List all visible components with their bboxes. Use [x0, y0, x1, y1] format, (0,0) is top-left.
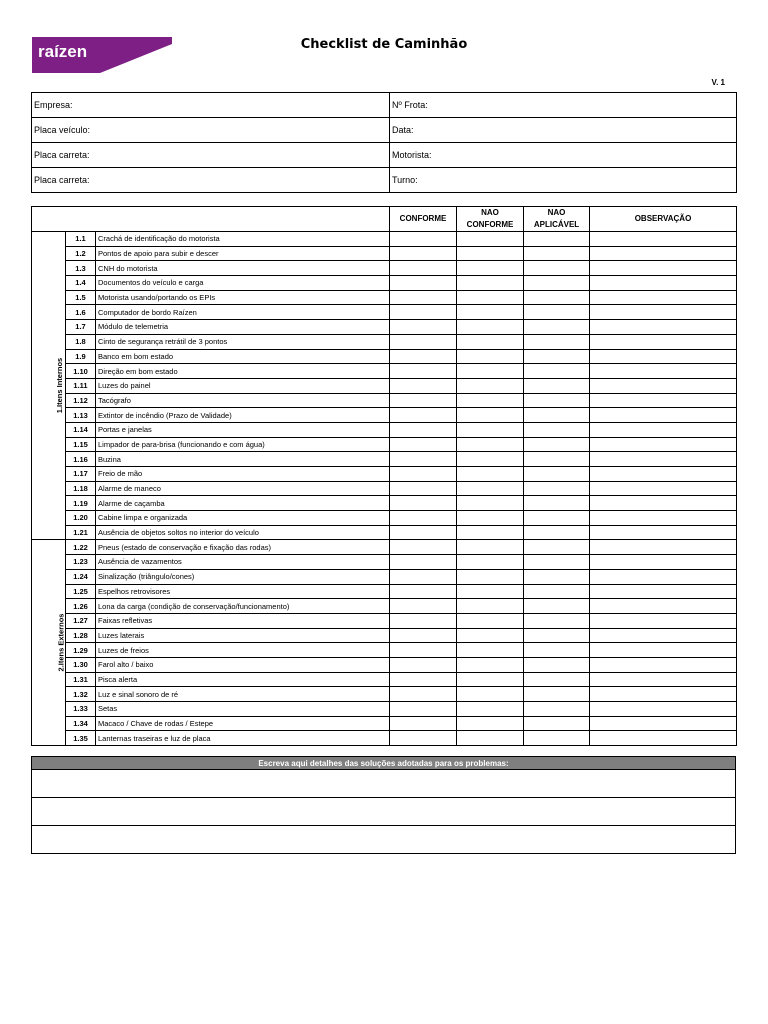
nao-conforme-cell[interactable] — [457, 599, 524, 614]
checklist-row — [32, 437, 737, 452]
conforme-cell[interactable] — [390, 731, 457, 746]
nao-aplicavel-cell[interactable] — [524, 525, 590, 540]
nao-conforme-cell[interactable] — [457, 687, 524, 702]
checklist-row — [32, 702, 737, 717]
conforme-cell[interactable] — [390, 393, 457, 408]
checklist-row — [32, 467, 737, 482]
item-description: Luzes de freios — [96, 643, 390, 658]
conforme-cell[interactable] — [390, 408, 457, 423]
observacao-cell[interactable] — [590, 599, 737, 614]
checklist-row — [32, 246, 737, 261]
conforme-cell[interactable] — [390, 511, 457, 526]
checklist-row — [32, 452, 737, 467]
nao-conforme-cell[interactable] — [457, 481, 524, 496]
checklist-row — [32, 349, 737, 364]
observacao-cell[interactable] — [590, 422, 737, 437]
observacao-cell[interactable] — [590, 569, 737, 584]
observacao-cell[interactable] — [590, 305, 737, 320]
checklist-row — [32, 716, 737, 731]
conforme-cell[interactable] — [390, 672, 457, 687]
conforme-cell[interactable] — [390, 613, 457, 628]
conforme-cell[interactable] — [390, 540, 457, 555]
item-description: Cabine limpa e organizada — [96, 511, 390, 526]
item-number: 1.26 — [66, 599, 96, 614]
conforme-cell[interactable] — [390, 702, 457, 717]
observacao-cell[interactable] — [590, 364, 737, 379]
nao-conforme-cell[interactable] — [457, 716, 524, 731]
observacao-cell[interactable] — [590, 408, 737, 423]
notes-heading: Escreva aqui detalhes das soluções adotadas para os problemas: — [31, 756, 736, 770]
nao-conforme-cell[interactable] — [457, 628, 524, 643]
item-number: 1.10 — [66, 364, 96, 379]
nao-aplicavel-cell[interactable] — [524, 393, 590, 408]
info-field[interactable]: Empresa: — [32, 93, 390, 118]
item-description: Cinto de segurança retrátil de 3 pontos — [96, 334, 390, 349]
nao-aplicavel-cell[interactable] — [524, 437, 590, 452]
checklist-row — [32, 422, 737, 437]
checklist-header-row — [32, 207, 737, 232]
nao-conforme-cell[interactable] — [457, 467, 524, 482]
item-description: Setas — [96, 702, 390, 717]
item-description: Pisca alerta — [96, 672, 390, 687]
checklist-row — [32, 687, 737, 702]
notes-line[interactable] — [31, 770, 736, 798]
item-number: 1.12 — [66, 393, 96, 408]
item-description: Ausência de vazamentos — [96, 555, 390, 570]
conforme-cell[interactable] — [390, 261, 457, 276]
item-number: 1.16 — [66, 452, 96, 467]
checklist-row — [32, 672, 737, 687]
item-description: Alarme de caçamba — [96, 496, 390, 511]
item-number: 1.34 — [66, 716, 96, 731]
info-field[interactable]: Data: — [390, 118, 737, 143]
nao-aplicavel-cell[interactable] — [524, 599, 590, 614]
conforme-cell[interactable] — [390, 525, 457, 540]
checklist-row — [32, 569, 737, 584]
checklist-row — [32, 481, 737, 496]
checklist-row — [32, 290, 737, 305]
nao-aplicavel-cell[interactable] — [524, 687, 590, 702]
item-number: 1.19 — [66, 496, 96, 511]
observacao-cell[interactable] — [590, 232, 737, 247]
checklist-row — [32, 657, 737, 672]
nao-conforme-cell[interactable] — [457, 702, 524, 717]
observacao-cell[interactable] — [590, 687, 737, 702]
observacao-cell[interactable] — [590, 613, 737, 628]
item-description: Macaco / Chave de rodas / Estepe — [96, 716, 390, 731]
vehicle-info-table — [31, 92, 737, 193]
nao-conforme-cell[interactable] — [457, 246, 524, 261]
nao-conforme-cell[interactable] — [457, 393, 524, 408]
nao-conforme-cell[interactable] — [457, 334, 524, 349]
observacao-cell[interactable] — [590, 290, 737, 305]
info-field[interactable]: Placa carreta: — [32, 143, 390, 168]
observacao-cell[interactable] — [590, 540, 737, 555]
nao-conforme-cell[interactable] — [457, 496, 524, 511]
checklist-row — [32, 364, 737, 379]
checklist-row — [32, 276, 737, 291]
conforme-cell[interactable] — [390, 378, 457, 393]
item-description: Farol alto / baixo — [96, 657, 390, 672]
observacao-cell[interactable] — [590, 481, 737, 496]
observacao-cell[interactable] — [590, 246, 737, 261]
nao-aplicavel-cell[interactable] — [524, 334, 590, 349]
nao-aplicavel-cell[interactable] — [524, 320, 590, 335]
nao-aplicavel-cell[interactable] — [524, 305, 590, 320]
nao-aplicavel-cell[interactable] — [524, 496, 590, 511]
observacao-cell[interactable] — [590, 716, 737, 731]
nao-aplicavel-cell[interactable] — [524, 569, 590, 584]
conforme-cell[interactable] — [390, 687, 457, 702]
nao-aplicavel-cell[interactable] — [524, 422, 590, 437]
logo-text: raízen — [38, 42, 88, 61]
item-number: 1.17 — [66, 467, 96, 482]
nao-aplicavel-cell[interactable] — [524, 467, 590, 482]
conforme-cell[interactable] — [390, 555, 457, 570]
item-description: Lanternas traseiras e luz de placa — [96, 731, 390, 746]
conforme-cell[interactable] — [390, 320, 457, 335]
item-number: 1.18 — [66, 481, 96, 496]
item-number: 1.7 — [66, 320, 96, 335]
item-description: Buzina — [96, 452, 390, 467]
nao-conforme-cell[interactable] — [457, 349, 524, 364]
nao-conforme-cell[interactable] — [457, 422, 524, 437]
group-label: 2.Itens Externos — [56, 613, 66, 672]
item-number: 1.30 — [66, 657, 96, 672]
observacao-cell[interactable] — [590, 643, 737, 658]
conforme-cell[interactable] — [390, 643, 457, 658]
checklist-row — [32, 393, 737, 408]
group-label-cell — [32, 540, 66, 746]
item-description: CNH do motorista — [96, 261, 390, 276]
item-number: 1.20 — [66, 511, 96, 526]
item-number: 1.31 — [66, 672, 96, 687]
checklist-table — [31, 206, 737, 746]
nao-aplicavel-cell[interactable] — [524, 613, 590, 628]
nao-aplicavel-cell[interactable] — [524, 643, 590, 658]
col-nao-conforme: NAO CONFORME — [457, 207, 524, 232]
observacao-cell[interactable] — [590, 378, 737, 393]
conforme-cell[interactable] — [390, 246, 457, 261]
item-number: 1.28 — [66, 628, 96, 643]
item-number: 1.32 — [66, 687, 96, 702]
observacao-cell[interactable] — [590, 672, 737, 687]
observacao-cell[interactable] — [590, 496, 737, 511]
checklist-row — [32, 584, 737, 599]
info-field[interactable]: Nº Frota: — [390, 93, 737, 118]
conforme-cell[interactable] — [390, 496, 457, 511]
checklist-row — [32, 511, 737, 526]
conforme-cell[interactable] — [390, 349, 457, 364]
item-number: 1.29 — [66, 643, 96, 658]
checklist-row — [32, 555, 737, 570]
nao-conforme-cell[interactable] — [457, 452, 524, 467]
observacao-cell[interactable] — [590, 702, 737, 717]
conforme-cell[interactable] — [390, 599, 457, 614]
item-number: 1.2 — [66, 246, 96, 261]
nao-aplicavel-cell[interactable] — [524, 716, 590, 731]
nao-aplicavel-cell[interactable] — [524, 672, 590, 687]
item-number: 1.22 — [66, 540, 96, 555]
item-number: 1.5 — [66, 290, 96, 305]
nao-aplicavel-cell[interactable] — [524, 657, 590, 672]
conforme-cell[interactable] — [390, 305, 457, 320]
conforme-cell[interactable] — [390, 437, 457, 452]
observacao-cell[interactable] — [590, 525, 737, 540]
nao-aplicavel-cell[interactable] — [524, 378, 590, 393]
checklist-row — [32, 731, 737, 746]
nao-conforme-cell[interactable] — [457, 364, 524, 379]
checklist-row — [32, 643, 737, 658]
observacao-cell[interactable] — [590, 555, 737, 570]
checklist-row — [32, 628, 737, 643]
item-number: 1.21 — [66, 525, 96, 540]
conforme-cell[interactable] — [390, 334, 457, 349]
item-description: Banco em bom estado — [96, 349, 390, 364]
item-description: Pneus (estado de conservação e fixação das rodas) — [96, 540, 390, 555]
conforme-cell[interactable] — [390, 569, 457, 584]
nao-conforme-cell[interactable] — [457, 643, 524, 658]
checklist-row — [32, 320, 737, 335]
item-description: Tacógrafo — [96, 393, 390, 408]
observacao-cell[interactable] — [590, 393, 737, 408]
conforme-cell[interactable] — [390, 276, 457, 291]
checklist-row — [32, 261, 737, 276]
conforme-cell[interactable] — [390, 364, 457, 379]
nao-aplicavel-cell[interactable] — [524, 511, 590, 526]
observacao-cell[interactable] — [590, 731, 737, 746]
item-description: Portas e janelas — [96, 422, 390, 437]
conforme-cell[interactable] — [390, 628, 457, 643]
info-field[interactable]: Placa veículo: — [32, 118, 390, 143]
nao-conforme-cell[interactable] — [457, 290, 524, 305]
conforme-cell[interactable] — [390, 422, 457, 437]
item-number: 1.13 — [66, 408, 96, 423]
nao-aplicavel-cell[interactable] — [524, 349, 590, 364]
observacao-cell[interactable] — [590, 467, 737, 482]
nao-conforme-cell[interactable] — [457, 569, 524, 584]
nao-aplicavel-cell[interactable] — [524, 540, 590, 555]
item-description: Luzes laterais — [96, 628, 390, 643]
nao-conforme-cell[interactable] — [457, 584, 524, 599]
item-number: 1.11 — [66, 378, 96, 393]
checklist-row — [32, 378, 737, 393]
nao-aplicavel-cell[interactable] — [524, 290, 590, 305]
item-description: Faixas refletivas — [96, 613, 390, 628]
observacao-cell[interactable] — [590, 349, 737, 364]
info-row — [32, 168, 737, 193]
nao-conforme-cell[interactable] — [457, 232, 524, 247]
item-number: 1.35 — [66, 731, 96, 746]
item-description: Computador de bordo Raízen — [96, 305, 390, 320]
nao-conforme-cell[interactable] — [457, 437, 524, 452]
nao-conforme-cell[interactable] — [457, 657, 524, 672]
nao-aplicavel-cell[interactable] — [524, 555, 590, 570]
nao-conforme-cell[interactable] — [457, 320, 524, 335]
nao-conforme-cell[interactable] — [457, 408, 524, 423]
item-description: Alarme de maneco — [96, 481, 390, 496]
nao-aplicavel-cell[interactable] — [524, 702, 590, 717]
observacao-cell[interactable] — [590, 511, 737, 526]
nao-aplicavel-cell[interactable] — [524, 276, 590, 291]
nao-conforme-cell[interactable] — [457, 540, 524, 555]
observacao-cell[interactable] — [590, 657, 737, 672]
nao-aplicavel-cell[interactable] — [524, 731, 590, 746]
conforme-cell[interactable] — [390, 467, 457, 482]
observacao-cell[interactable] — [590, 320, 737, 335]
item-number: 1.1 — [66, 232, 96, 247]
conforme-cell[interactable] — [390, 290, 457, 305]
item-description: Pontos de apoio para subir e descer — [96, 246, 390, 261]
nao-conforme-cell[interactable] — [457, 613, 524, 628]
info-field[interactable]: Placa carreta: — [32, 168, 390, 193]
observacao-cell[interactable] — [590, 261, 737, 276]
checklist-row — [32, 599, 737, 614]
item-number: 1.23 — [66, 555, 96, 570]
nao-aplicavel-cell[interactable] — [524, 408, 590, 423]
checklist-row — [32, 408, 737, 423]
info-row — [32, 118, 737, 143]
nao-conforme-cell[interactable] — [457, 276, 524, 291]
checklist-row — [32, 540, 737, 555]
nao-aplicavel-cell[interactable] — [524, 628, 590, 643]
col-conforme: CONFORME — [390, 207, 457, 232]
conforme-cell[interactable] — [390, 716, 457, 731]
item-number: 1.25 — [66, 584, 96, 599]
checklist-row — [32, 613, 737, 628]
observacao-cell[interactable] — [590, 276, 737, 291]
item-description: Documentos do veículo e carga — [96, 276, 390, 291]
notes-line[interactable] — [31, 826, 736, 854]
observacao-cell[interactable] — [590, 628, 737, 643]
conforme-cell[interactable] — [390, 657, 457, 672]
nao-aplicavel-cell[interactable] — [524, 246, 590, 261]
item-description: Freio de mão — [96, 467, 390, 482]
nao-conforme-cell[interactable] — [457, 555, 524, 570]
observacao-cell[interactable] — [590, 584, 737, 599]
nao-conforme-cell[interactable] — [457, 378, 524, 393]
col-observacao: OBSERVAÇÃO — [590, 207, 737, 232]
item-description: Módulo de telemetria — [96, 320, 390, 335]
item-description: Luzes do painel — [96, 378, 390, 393]
checklist-row — [32, 496, 737, 511]
info-field[interactable]: Motorista: — [390, 143, 737, 168]
conforme-cell[interactable] — [390, 481, 457, 496]
item-description: Lona da carga (condição de conservação/funcionamento) — [96, 599, 390, 614]
group-label: 1.Itens Internos — [55, 358, 65, 414]
conforme-cell[interactable] — [390, 584, 457, 599]
nao-conforme-cell[interactable] — [457, 672, 524, 687]
nao-aplicavel-cell[interactable] — [524, 261, 590, 276]
group-label-cell — [32, 232, 66, 540]
item-number: 1.27 — [66, 613, 96, 628]
info-row — [32, 93, 737, 118]
item-header-cell — [32, 207, 390, 232]
version-label: V. 1 — [711, 78, 725, 87]
item-number: 1.15 — [66, 437, 96, 452]
nao-aplicavel-cell[interactable] — [524, 452, 590, 467]
item-description: Extintor de incêndio (Prazo de Validade) — [96, 408, 390, 423]
nao-aplicavel-cell[interactable] — [524, 232, 590, 247]
nao-aplicavel-cell[interactable] — [524, 364, 590, 379]
item-description: Limpador de para-brisa (funcionando e com água) — [96, 437, 390, 452]
observacao-cell[interactable] — [590, 334, 737, 349]
item-number: 1.4 — [66, 276, 96, 291]
nao-conforme-cell[interactable] — [457, 511, 524, 526]
item-number: 1.9 — [66, 349, 96, 364]
notes-line[interactable] — [31, 798, 736, 826]
checklist-row — [32, 305, 737, 320]
conforme-cell[interactable] — [390, 232, 457, 247]
item-number: 1.33 — [66, 702, 96, 717]
page-title: Checklist de Caminhão — [300, 37, 468, 52]
observacao-cell[interactable] — [590, 452, 737, 467]
nao-conforme-cell[interactable] — [457, 525, 524, 540]
nao-aplicavel-cell[interactable] — [524, 584, 590, 599]
item-description: Ausência de objetos soltos no interior do veículo — [96, 525, 390, 540]
observacao-cell[interactable] — [590, 437, 737, 452]
checklist-row — [32, 334, 737, 349]
item-description: Sinalização (triângulo/cones) — [96, 569, 390, 584]
nao-conforme-cell[interactable] — [457, 261, 524, 276]
notes-section — [31, 756, 736, 854]
checklist-row — [32, 232, 737, 247]
item-description: Motorista usando/portando os EPIs — [96, 290, 390, 305]
nao-conforme-cell[interactable] — [457, 305, 524, 320]
item-number: 1.14 — [66, 422, 96, 437]
item-description: Crachá de identificação do motorista — [96, 232, 390, 247]
nao-aplicavel-cell[interactable] — [524, 481, 590, 496]
col-nao-aplicavel: NAO APLICÁVEL — [524, 207, 590, 232]
nao-conforme-cell[interactable] — [457, 731, 524, 746]
conforme-cell[interactable] — [390, 452, 457, 467]
info-row — [32, 143, 737, 168]
item-number: 1.8 — [66, 334, 96, 349]
info-field[interactable]: Turno: — [390, 168, 737, 193]
item-number: 1.24 — [66, 569, 96, 584]
item-description: Direção em bom estado — [96, 364, 390, 379]
checklist-row — [32, 525, 737, 540]
item-description: Luz e sinal sonoro de ré — [96, 687, 390, 702]
item-description: Espelhos retrovisores — [96, 584, 390, 599]
item-number: 1.6 — [66, 305, 96, 320]
item-number: 1.3 — [66, 261, 96, 276]
